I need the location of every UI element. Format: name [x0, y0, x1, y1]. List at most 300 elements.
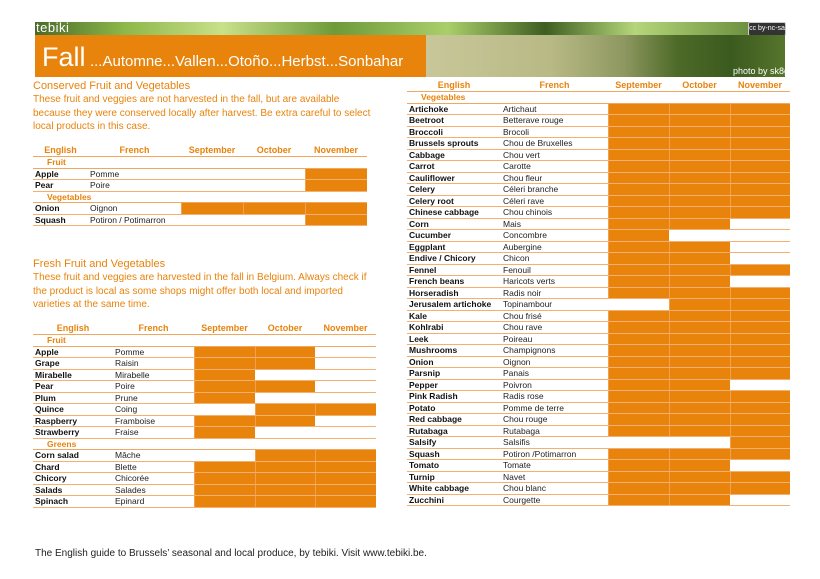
availability-cell-september: [608, 184, 669, 196]
french-name: Topinambour: [501, 299, 608, 311]
availability-cell-october: [669, 218, 730, 230]
category-label: Fruit: [33, 157, 367, 169]
english-name: Eggplant: [407, 241, 501, 253]
table-row: [407, 391, 790, 403]
availability-cell-september: [181, 168, 243, 180]
french-name: Betterave rouge: [501, 115, 608, 127]
availability-cell-september: [194, 369, 255, 381]
french-name: Mâche: [113, 450, 194, 462]
english-name: Quince: [33, 404, 113, 416]
table-row: [407, 161, 790, 173]
availability-cell-november: [730, 391, 790, 403]
license-badge-icon: cc by-nc-sa: [748, 22, 786, 36]
table-row: [407, 414, 790, 426]
english-name: Tomato: [407, 460, 501, 472]
availability-cell-october: [669, 126, 730, 138]
french-name: Aubergine: [501, 241, 608, 253]
availability-cell-october: [669, 333, 730, 345]
table-row: [407, 115, 790, 127]
availability-cell-september: [608, 345, 669, 357]
availability-cell-october: [255, 450, 315, 462]
availability-cell-october: [669, 471, 730, 483]
availability-cell-september: [608, 391, 669, 403]
availability-cell-november: [730, 345, 790, 357]
availability-cell-september: [608, 172, 669, 184]
availability-cell-september: [608, 368, 669, 380]
availability-cell-september: [608, 115, 669, 127]
availability-cell-november: [730, 402, 790, 414]
availability-cell-september: [608, 402, 669, 414]
english-name: Horseradish: [407, 287, 501, 299]
availability-cell-november: [305, 168, 367, 180]
availability-cell-september: [608, 276, 669, 288]
french-name: Radis rose: [501, 391, 608, 403]
fresh-title: Fresh Fruit and Vegetables: [33, 258, 166, 270]
conserved-description: These fruit and veggies are not harvested in the fall, but are available because they were conserved locally after harvest. Be extra careful to select local products in this case.: [33, 94, 371, 132]
availability-cell-october: [255, 392, 315, 404]
french-name: Pomme: [113, 346, 194, 358]
availability-cell-september: [608, 322, 669, 334]
english-name: Strawberry: [33, 427, 113, 439]
english-name: Celery: [407, 184, 501, 196]
category-label: Fruit: [33, 335, 376, 347]
category-label: Greens: [33, 438, 376, 450]
english-name: Onion: [33, 203, 88, 215]
english-name: Chicory: [33, 473, 113, 485]
availability-cell-november: [315, 381, 376, 393]
availability-cell-october: [669, 207, 730, 219]
availability-cell-october: [669, 230, 730, 242]
title-translations: ...Automne...Vallen...Otoño...Herbst...Sonbahar: [89, 53, 404, 70]
english-name: Cabbage: [407, 149, 501, 161]
availability-cell-september: [608, 241, 669, 253]
table-row: [407, 310, 790, 322]
french-name: Pomme de terre: [501, 402, 608, 414]
french-name: Céleri branche: [501, 184, 608, 196]
french-name: Potiron /Potimarron: [501, 448, 608, 460]
header-october: October: [243, 144, 305, 157]
french-name: Pomme: [88, 168, 181, 180]
conserved-table: [33, 144, 367, 226]
availability-cell-october: [669, 161, 730, 173]
french-name: Poireau: [501, 333, 608, 345]
table-row: [407, 460, 790, 472]
availability-cell-september: [181, 214, 243, 226]
availability-cell-november: [315, 461, 376, 473]
french-name: Potiron / Potimarron: [88, 214, 181, 226]
english-name: Cucumber: [407, 230, 501, 242]
availability-cell-october: [669, 195, 730, 207]
french-name: Blette: [113, 461, 194, 473]
english-name: Kale: [407, 310, 501, 322]
table-row: [407, 149, 790, 161]
availability-cell-november: [730, 218, 790, 230]
availability-cell-october: [255, 369, 315, 381]
availability-cell-november: [730, 379, 790, 391]
table-row: [407, 207, 790, 219]
french-name: Mirabelle: [113, 369, 194, 381]
english-name: Chard: [33, 461, 113, 473]
english-name: French beans: [407, 276, 501, 288]
availability-cell-november: [730, 299, 790, 311]
availability-cell-november: [730, 460, 790, 472]
english-name: Salads: [33, 484, 113, 496]
english-name: Fennel: [407, 264, 501, 276]
availability-cell-october: [669, 322, 730, 334]
availability-cell-november: [315, 346, 376, 358]
header-october: October: [669, 79, 730, 92]
availability-cell-september: [194, 381, 255, 393]
availability-cell-september: [608, 356, 669, 368]
header-november: November: [315, 322, 376, 335]
availability-cell-november: [730, 310, 790, 322]
header-november: November: [730, 79, 790, 92]
availability-cell-november: [730, 448, 790, 460]
availability-cell-november: [305, 203, 367, 215]
english-name: Pepper: [407, 379, 501, 391]
availability-cell-november: [315, 496, 376, 508]
availability-cell-october: [669, 448, 730, 460]
availability-cell-november: [730, 149, 790, 161]
availability-cell-september: [608, 448, 669, 460]
french-name: Navet: [501, 471, 608, 483]
english-name: Jerusalem artichoke: [407, 299, 501, 311]
english-name: Endive / Chicory: [407, 253, 501, 265]
table-row: [33, 496, 376, 508]
availability-cell-september: [608, 161, 669, 173]
availability-cell-october: [669, 184, 730, 196]
table-row: [33, 203, 367, 215]
availability-cell-september: [608, 333, 669, 345]
table-row: [33, 168, 367, 180]
availability-cell-october: [255, 404, 315, 416]
french-name: Poire: [88, 180, 181, 192]
header-english: English: [407, 79, 501, 92]
english-name: Kohlrabi: [407, 322, 501, 334]
english-name: Squash: [33, 214, 88, 226]
table-row: [407, 172, 790, 184]
availability-cell-october: [243, 180, 305, 192]
french-name: Framboise: [113, 415, 194, 427]
availability-cell-september: [608, 103, 669, 115]
availability-cell-september: [194, 415, 255, 427]
english-name: Pear: [33, 381, 113, 393]
english-name: Leek: [407, 333, 501, 345]
french-name: Chicon: [501, 253, 608, 265]
french-name: Céleri rave: [501, 195, 608, 207]
table-row: [407, 253, 790, 265]
availability-cell-november: [730, 115, 790, 127]
header-english: English: [33, 322, 113, 335]
availability-cell-october: [669, 368, 730, 380]
table-row: [407, 322, 790, 334]
table-row: [407, 437, 790, 449]
french-name: Brocoli: [501, 126, 608, 138]
table-row: [407, 368, 790, 380]
availability-cell-september: [194, 427, 255, 439]
table-row: [407, 230, 790, 242]
availability-cell-october: [669, 172, 730, 184]
availability-cell-november: [730, 494, 790, 506]
availability-cell-november: [730, 276, 790, 288]
availability-cell-september: [194, 484, 255, 496]
availability-cell-november: [730, 333, 790, 345]
table-row: [407, 379, 790, 391]
photo-credit: photo by sk8geek: [733, 66, 804, 76]
table-row: [33, 381, 376, 393]
title-main: Fall: [42, 42, 86, 72]
conserved-title: Conserved Fruit and Vegetables: [33, 80, 191, 92]
category-row: [33, 335, 376, 347]
availability-cell-november: [315, 473, 376, 485]
availability-cell-september: [608, 494, 669, 506]
table-row: [33, 450, 376, 462]
availability-cell-october: [669, 103, 730, 115]
availability-cell-september: [194, 473, 255, 485]
header-french: French: [88, 144, 181, 157]
availability-cell-november: [315, 427, 376, 439]
french-name: Mais: [501, 218, 608, 230]
availability-cell-november: [730, 138, 790, 150]
french-name: Courgette: [501, 494, 608, 506]
availability-cell-november: [730, 368, 790, 380]
header-photo: [426, 35, 785, 77]
french-name: Chou chinois: [501, 207, 608, 219]
availability-cell-september: [194, 392, 255, 404]
english-name: Chinese cabbage: [407, 207, 501, 219]
availability-cell-october: [255, 381, 315, 393]
availability-cell-september: [194, 346, 255, 358]
availability-cell-november: [315, 369, 376, 381]
table-header: [33, 144, 367, 157]
availability-cell-october: [669, 149, 730, 161]
english-name: Onion: [407, 356, 501, 368]
table-row: [407, 333, 790, 345]
availability-cell-september: [608, 287, 669, 299]
english-name: Apple: [33, 346, 113, 358]
table-row: [407, 103, 790, 115]
table-row: [33, 180, 367, 192]
availability-cell-october: [669, 356, 730, 368]
french-name: Radis noir: [501, 287, 608, 299]
table-row: [407, 483, 790, 495]
availability-cell-november: [730, 287, 790, 299]
english-name: Salsify: [407, 437, 501, 449]
table-row: [33, 214, 367, 226]
english-name: Mushrooms: [407, 345, 501, 357]
availability-cell-september: [608, 126, 669, 138]
availability-cell-november: [730, 471, 790, 483]
table-row: [407, 184, 790, 196]
french-name: Chou frisé: [501, 310, 608, 322]
table-header: [33, 322, 376, 335]
french-name: Fraise: [113, 427, 194, 439]
table-row: [33, 369, 376, 381]
table-row: [407, 218, 790, 230]
availability-cell-october: [255, 496, 315, 508]
availability-cell-september: [608, 471, 669, 483]
english-name: Artichoke: [407, 103, 501, 115]
english-name: Parsnip: [407, 368, 501, 380]
availability-cell-november: [305, 214, 367, 226]
banner-photo: [35, 22, 785, 35]
french-name: Salades: [113, 484, 194, 496]
french-name: Chicorée: [113, 473, 194, 485]
availability-cell-september: [181, 180, 243, 192]
availability-cell-november: [730, 425, 790, 437]
availability-cell-october: [255, 484, 315, 496]
availability-cell-october: [669, 494, 730, 506]
french-name: Chou blanc: [501, 483, 608, 495]
availability-cell-october: [669, 287, 730, 299]
table-row: [407, 356, 790, 368]
availability-cell-september: [608, 218, 669, 230]
french-name: Poire: [113, 381, 194, 393]
availability-cell-september: [608, 379, 669, 391]
availability-cell-september: [608, 310, 669, 322]
header-french: French: [113, 322, 194, 335]
table-row: [407, 425, 790, 437]
english-name: Brussels sprouts: [407, 138, 501, 150]
availability-cell-october: [243, 168, 305, 180]
availability-cell-november: [730, 195, 790, 207]
availability-cell-october: [669, 345, 730, 357]
header-french: French: [501, 79, 608, 92]
french-name: Epinard: [113, 496, 194, 508]
english-name: Red cabbage: [407, 414, 501, 426]
header-september: September: [194, 322, 255, 335]
availability-cell-november: [315, 404, 376, 416]
english-name: Apple: [33, 168, 88, 180]
availability-cell-september: [608, 149, 669, 161]
french-name: Oignon: [501, 356, 608, 368]
page-title: [42, 40, 403, 79]
availability-cell-november: [315, 392, 376, 404]
availability-cell-november: [730, 414, 790, 426]
availability-cell-october: [669, 414, 730, 426]
table-row: [33, 392, 376, 404]
availability-cell-september: [608, 437, 669, 449]
french-name: Tomate: [501, 460, 608, 472]
availability-cell-november: [730, 184, 790, 196]
english-name: Potato: [407, 402, 501, 414]
availability-cell-november: [730, 161, 790, 173]
french-name: Rutabaga: [501, 425, 608, 437]
availability-cell-october: [255, 346, 315, 358]
availability-cell-september: [181, 203, 243, 215]
availability-cell-october: [669, 241, 730, 253]
category-label: Vegetables: [33, 191, 367, 203]
availability-cell-october: [255, 473, 315, 485]
availability-cell-october: [243, 203, 305, 215]
header-november: November: [305, 144, 367, 157]
availability-cell-november: [730, 483, 790, 495]
availability-cell-november: [305, 180, 367, 192]
table-row: [407, 138, 790, 150]
french-name: Salsifis: [501, 437, 608, 449]
table-row: [407, 126, 790, 138]
availability-cell-september: [608, 414, 669, 426]
header-september: September: [181, 144, 243, 157]
french-name: Artichaut: [501, 103, 608, 115]
english-name: White cabbage: [407, 483, 501, 495]
fresh-table: [33, 322, 376, 508]
table-row: [33, 358, 376, 370]
english-name: Broccoli: [407, 126, 501, 138]
availability-cell-september: [608, 264, 669, 276]
availability-cell-september: [608, 195, 669, 207]
english-name: Corn: [407, 218, 501, 230]
availability-cell-october: [255, 415, 315, 427]
availability-cell-october: [669, 402, 730, 414]
table-row: [407, 448, 790, 460]
table-row: [407, 276, 790, 288]
english-name: Pear: [33, 180, 88, 192]
availability-cell-september: [194, 461, 255, 473]
availability-cell-october: [669, 379, 730, 391]
availability-cell-november: [315, 484, 376, 496]
table-row: [407, 264, 790, 276]
availability-cell-october: [669, 483, 730, 495]
french-name: Prune: [113, 392, 194, 404]
category-row: [33, 438, 376, 450]
availability-cell-october: [243, 214, 305, 226]
french-name: Oignon: [88, 203, 181, 215]
availability-cell-november: [730, 126, 790, 138]
english-name: Cauliflower: [407, 172, 501, 184]
availability-cell-october: [669, 276, 730, 288]
table-row: [407, 345, 790, 357]
table-row: [33, 473, 376, 485]
french-name: Chou fleur: [501, 172, 608, 184]
availability-cell-october: [669, 264, 730, 276]
availability-cell-october: [669, 115, 730, 127]
availability-cell-october: [669, 460, 730, 472]
english-name: Turnip: [407, 471, 501, 483]
french-name: Chou rouge: [501, 414, 608, 426]
french-name: Poivron: [501, 379, 608, 391]
availability-cell-november: [730, 207, 790, 219]
availability-cell-september: [194, 496, 255, 508]
footer-text: The English guide to Brussels’ seasonal and local produce, by tebiki. Visit www.tebiki.be.: [35, 548, 427, 559]
english-name: Plum: [33, 392, 113, 404]
availability-cell-november: [730, 437, 790, 449]
availability-cell-september: [608, 460, 669, 472]
availability-cell-november: [730, 172, 790, 184]
header-october: October: [255, 322, 315, 335]
table-header: [407, 79, 790, 92]
table-row: [33, 415, 376, 427]
table-row: [33, 346, 376, 358]
table-row: [33, 484, 376, 496]
table-row: [407, 471, 790, 483]
header-english: English: [33, 144, 88, 157]
english-name: Spinach: [33, 496, 113, 508]
availability-cell-september: [194, 358, 255, 370]
table-row: [33, 404, 376, 416]
table-row: [407, 241, 790, 253]
availability-cell-november: [730, 264, 790, 276]
table-row: [407, 287, 790, 299]
availability-cell-september: [608, 207, 669, 219]
english-name: Corn salad: [33, 450, 113, 462]
availability-cell-november: [730, 103, 790, 115]
brand-logo: tebiki: [36, 20, 70, 35]
availability-cell-september: [608, 253, 669, 265]
availability-cell-september: [194, 404, 255, 416]
french-name: Panais: [501, 368, 608, 380]
french-name: Chou rave: [501, 322, 608, 334]
